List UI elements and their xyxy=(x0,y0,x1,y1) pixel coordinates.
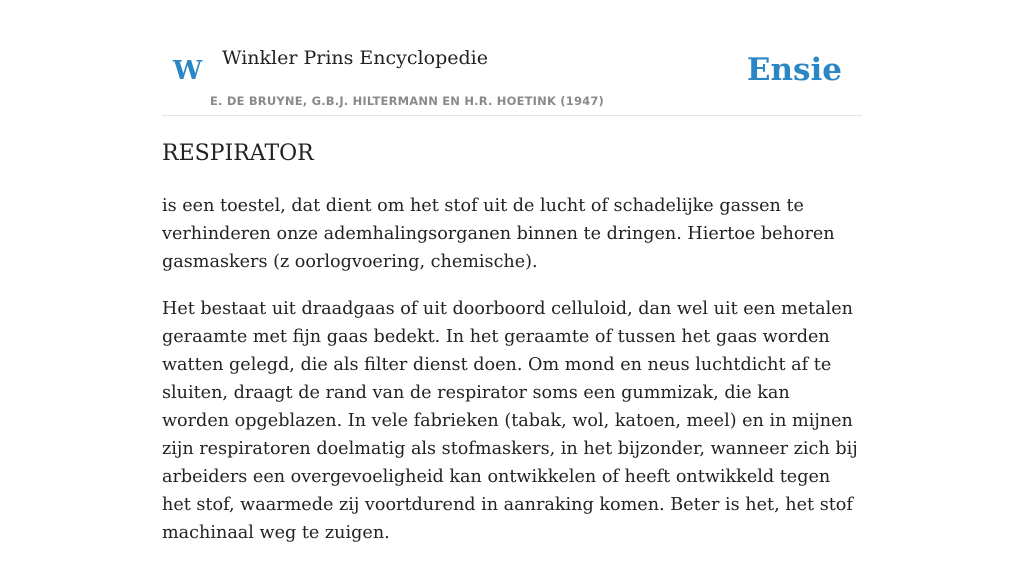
winkler-prins-logo[interactable]: W xyxy=(173,56,203,86)
article-paragraph: Het bestaat uit draadgaas of uit doorboord celluloid, dan wel uit een metalen geraamte met fijn gaas bedekt. In het geraamte of tussen het gaas worden watten gelegd, die als filter dienst doen. Om mond en neus luchtdicht af te sluiten, draagt de rand van de respirator soms een gummizak, die kan worden opgeblazen. In vele fabrieken (tabak, wol, katoen, meel) en in mijnen zijn respiratoren doelmatig als stofmaskers, in het bijzonder, wanneer zich bij arbeiders een overgevoeligheid kan ontwikkelen of heeft ontwikkeld tegen het stof, waarmede zij voortdurend in aanraking komen. Beter is het, het stof machinaal weg te zuigen. xyxy=(162,299,858,543)
encyclopedia-header xyxy=(162,40,862,116)
article-body xyxy=(162,192,862,566)
article-paragraph: is een toestel, dat dient om het stof uit de lucht of schadelijke gassen te verhinderen onze ademhalingsorganen binnen te dringen. Hiertoe behoren gasmaskers (z oorlogvoering, chemische). xyxy=(162,196,835,272)
ensie-logo-link[interactable]: Ensie xyxy=(746,52,842,88)
article-headword: RESPIRATOR xyxy=(162,141,314,166)
book-authors: E. DE BRUYNE, G.B.J. HILTERMANN EN H.R. HOETINK (1947) xyxy=(210,94,605,108)
book-title-link[interactable]: Winkler Prins Encyclopedie xyxy=(222,47,488,69)
